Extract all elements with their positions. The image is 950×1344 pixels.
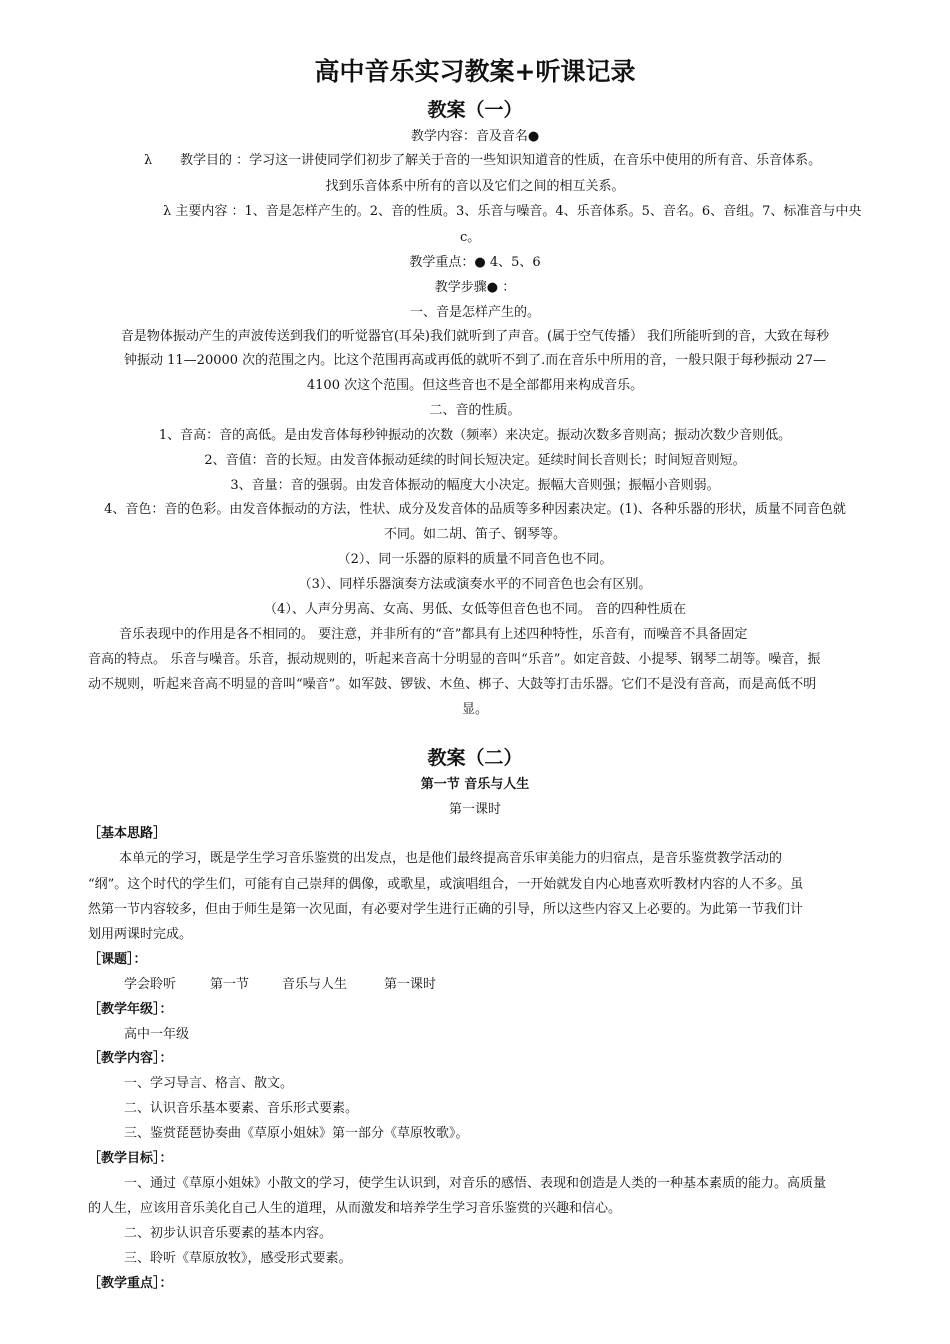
goal-paragraph-line2: 的人生，应该用音乐美化自己人生的道理，从而激发和培养学生学习音乐鉴赏的兴趣和信心。 xyxy=(88,1201,622,1216)
content-item: 一、学习导言、格言、散文。 xyxy=(124,1076,294,1091)
plan2-heading: 教案（二） xyxy=(427,747,523,769)
topic-head: ［课题］： xyxy=(88,952,147,967)
s2-paragraph-line1: 音乐表现中的作用是各不相同的。 要注意，并非所有的“音”都具有上述四种特性，乐音有，而噪音不具备固定 xyxy=(119,627,748,642)
grade-head: ［教学年级］： xyxy=(88,1002,173,1017)
goal-paragraph-line1: 一、通过《草原小姐妹》小散文的学习，使学生认识到，对音乐的感悟、表现和创造是人类的一种基本素质的能力。高质量 xyxy=(124,1176,827,1191)
s2-timbre-item4: （4）、人声分男高、女高、男低、女低等但音色也不同。 音的四种性质在 xyxy=(264,602,686,617)
topic-item: 第一节 xyxy=(210,977,250,992)
basic-paragraph-line2: “纲”。这个时代的学生们，可能有自己崇拜的偶像，或歌星，或演唱组合，一开始就发自内心地喜欢听教材内容的人不多。虽 xyxy=(88,877,804,892)
focus-head: ［教学重点］： xyxy=(88,1276,173,1291)
s2-paragraph-line2: 音高的特点。 乐音与噪音。乐音，振动规则的，听起来音高十分明显的音叫“乐音”。如定音鼓、小提琴、钢琴二胡等。噪音，振 xyxy=(88,652,821,667)
s1-title: 一、音是怎样产生的。 xyxy=(409,305,540,320)
goal-item: 三、聆听《草原放牧》，感受形式要素。 xyxy=(124,1251,352,1266)
grade-value: 高中一年级 xyxy=(124,1027,190,1042)
content-head: ［教学内容］： xyxy=(88,1051,173,1066)
s1-paragraph-line3: 4100 次这个范围。但这些音也不是全部都用来构成音乐。 xyxy=(306,378,644,393)
basic-paragraph-line4: 划用两课时完成。 xyxy=(88,927,193,942)
plan2-section: 第一节 音乐与人生 xyxy=(420,777,530,792)
s2-pitch: 1、音高：音的高低。是由发音体每秒钟振动的次数（频率）来决定。振动次数多音则高；振动次数少音则低。 xyxy=(158,428,792,443)
s2-paragraph-line3: 动不规则，听起来音高不明显的音叫“噪音”。如军鼓、锣钹、木鱼、梆子、大鼓等打击乐器。它们不是没有音高，而是高低不明 xyxy=(88,677,817,692)
plan1-heading: 教案（一） xyxy=(427,99,523,121)
content-item: 二、认识音乐基本要素、音乐形式要素。 xyxy=(124,1101,359,1116)
s2-duration: 2、音值：音的长短。由发音体振动延续的时间长短决定。延续时间长音则长；时间短音则短。 xyxy=(204,453,746,468)
s1-paragraph-line1: 音是物体振动产生的声波传送到我们的听觉器官(耳朵)我们就听到了声音。(属于空气传播） 我们所能听到的音，大致在每秒 xyxy=(120,329,830,344)
s2-timbre-line2: 不同。如二胡、笛子、钢琴等。 xyxy=(383,527,566,542)
s2-paragraph-line4: 显。 xyxy=(461,702,488,717)
topic-item: 音乐与人生 xyxy=(282,977,348,992)
document-title: 高中音乐实习教案+听课记录 xyxy=(314,57,636,86)
basic-head: ［基本思路］ xyxy=(88,826,167,841)
s1-paragraph-line2: 钟振动 11—20000 次的范围之内。比这个范围再高或再低的就听不到了.而在音乐中所用的音，一般只限于每秒振动 27— xyxy=(124,353,826,368)
plan1-goal-line1: 教学目的 ：学习这一讲使同学们初步了解关于音的一些知识知道音的性质，在音乐中使用的所有音、乐音体系。 xyxy=(180,153,822,168)
plan1-content-line: 教学内容：音及音名● xyxy=(410,129,540,144)
topic-item: 第一课时 xyxy=(384,977,437,992)
basic-paragraph-line1: 本单元的学习，既是学生学习音乐鉴赏的出发点，也是他们最终提高音乐审美能力的归宿点，是音乐鉴赏教学活动的 xyxy=(119,851,783,866)
plan1-goal-line2: 找到乐音体系中所有的音以及它们之间的相互关系。 xyxy=(325,179,625,194)
s2-timbre-item3: （3）、同样乐器演奏方法或演奏水平的不同音色也会有区别。 xyxy=(298,577,652,592)
content-item: 三、鉴赏琵琶协奏曲《草原小姐妹》第一部分《草原牧歌》。 xyxy=(124,1126,469,1141)
s2-timbre-item2: （2）、同一乐器的原料的质量不同音色也不同。 xyxy=(337,552,613,567)
plan1-main-line2: c。 xyxy=(460,230,481,245)
s2-title: 二、音的性质。 xyxy=(429,403,521,418)
plan2-lesson: 第一课时 xyxy=(448,802,501,817)
plan1-main-line1: λ 主要内容 ：1、音是怎样产生的。2、音的性质。3、乐音与噪音。4、乐音体系。5、音名。6、音组。7、标准音与中央 xyxy=(163,204,862,219)
goal-item: 二、初步认识音乐要素的基本内容。 xyxy=(124,1226,333,1241)
basic-paragraph-line3: 然第一节内容较多，但由于师生是第一次见面，有必要对学生进行正确的引导，所以这些内容又上必要的。为此第一节我们计 xyxy=(88,902,804,917)
plan1-steps-line: 教学步骤● ： xyxy=(434,280,516,295)
topic-row xyxy=(124,976,436,994)
goal-head: ［教学目标］： xyxy=(88,1151,173,1166)
plan1-focus-line: 教学重点：● 4、5、6 xyxy=(409,255,541,270)
s2-timbre-line1: 4、音色：音的色彩。由发音体振动的方法，性状、成分及发音体的品质等多种因素决定。(1)、各种乐器的形状，质量不同音色就 xyxy=(104,502,846,517)
bullet-marker: λ xyxy=(144,153,153,168)
s2-volume: 3、音量：音的强弱。由发音体振动的幅度大小决定。振幅大音则强；振幅小音则弱。 xyxy=(230,478,720,493)
topic-item: 学会聆听 xyxy=(124,977,177,992)
